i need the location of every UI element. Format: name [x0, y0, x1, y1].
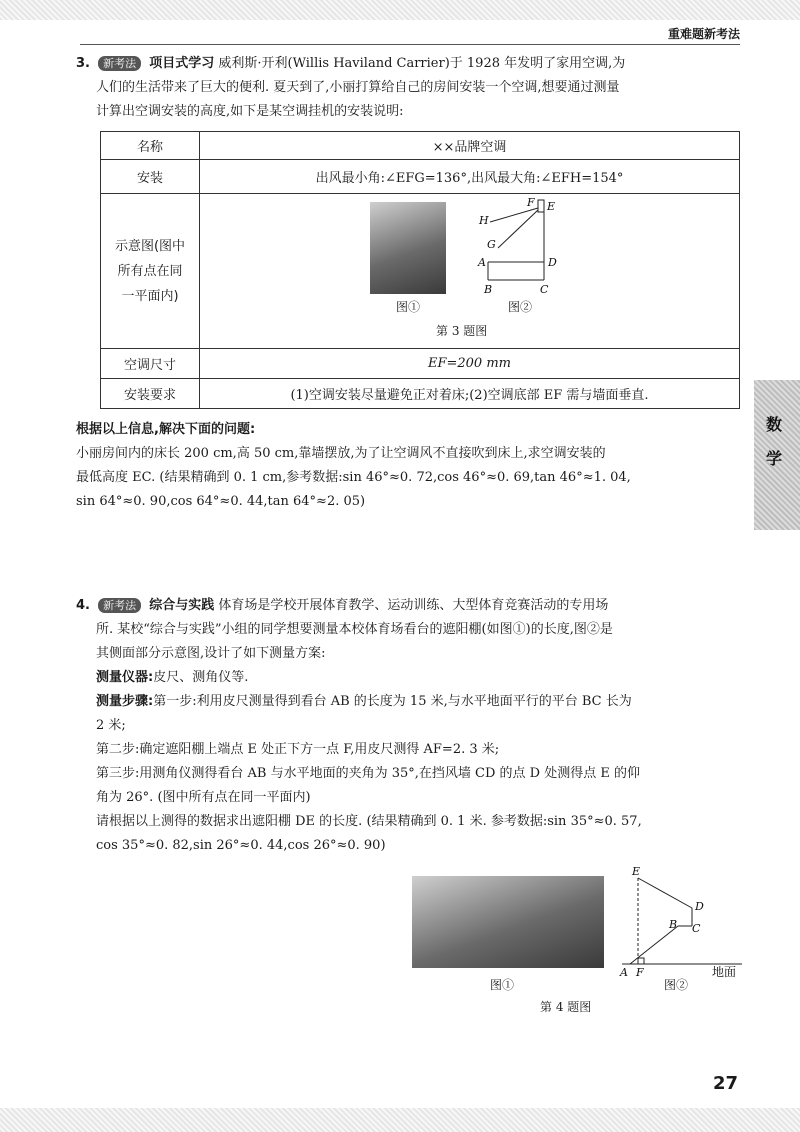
- fig2-caption: 图②: [508, 300, 533, 314]
- air-conditioner-spec-table: [100, 131, 740, 409]
- question-3-question: [76, 418, 742, 514]
- table-value: 出风最小角:∠EFG=136°,出风最大角:∠EFH=154°: [200, 160, 740, 194]
- table-label: 安装: [101, 160, 200, 194]
- subject-side-tab: [754, 380, 800, 530]
- wind-line-fg: [498, 210, 538, 248]
- question-line: cos 35°≈0. 82,sin 26°≈0. 44,cos 26°≈0. 90): [96, 838, 386, 853]
- intro-line: 所. 某校“综合与实践”小组的同学想要测量本校体育场看台的遮阳棚(如图①)的长度,图②是: [96, 622, 613, 637]
- question-line: 最低高度 EC. (结果精确到 0. 1 cm,参考数据:sin 46°≈0. 72,cos 46°≈0. 69,tan 46°≈1. 04,: [76, 470, 631, 485]
- fig1-caption: 图①: [396, 300, 421, 314]
- question-line: 小丽房间内的床长 200 cm,高 50 cm,靠墙摆放,为了让空调风不直接吹到床上,求空调安装的: [76, 446, 606, 461]
- point-label: A: [478, 256, 486, 269]
- instruments-value: 皮尺、测角仪等.: [153, 670, 249, 685]
- running-header: 重难题新考法: [667, 27, 740, 41]
- point-label: B: [669, 918, 678, 931]
- intro-line: 其侧面部分示意图,设计了如下测量方案:: [96, 646, 326, 661]
- top-texture-bar: [0, 0, 800, 20]
- new-method-badge: 新考法: [98, 598, 141, 613]
- fig2-caption: 图②: [664, 978, 689, 992]
- point-label: E: [547, 200, 556, 213]
- fig1-caption: 图①: [490, 978, 515, 992]
- label-line: 示意图(图中: [114, 238, 186, 254]
- intro-line: 计算出空调安装的高度,如下是某空调挂机的安装说明:: [96, 104, 404, 119]
- table-label: 空调尺寸: [101, 349, 200, 379]
- question-line: sin 64°≈0. 90,cos 64°≈0. 44,tan 64°≈2. 05): [76, 494, 366, 509]
- table-value: ××品牌空调: [200, 132, 740, 160]
- line-ab: [630, 926, 678, 964]
- question-4-body: [76, 594, 742, 858]
- header-rule: [80, 44, 740, 45]
- question-3-intro: [76, 52, 742, 124]
- intro-line: 体育场是学校开展体育教学、运动训练、大型体育竞赛活动的专用场: [218, 598, 609, 613]
- page-number: 27: [712, 1073, 738, 1094]
- question-number: 3.: [76, 56, 90, 71]
- side-tab-char: 数: [765, 415, 782, 434]
- stadium-photo: [412, 876, 604, 968]
- q3-figure-area: [200, 194, 739, 348]
- table-label: 安装要求: [101, 379, 200, 409]
- intro-line: 人们的生活带来了巨大的便利. 夏天到了,小丽打算给自己的房间安装一个空调,想要通过测量: [96, 80, 620, 95]
- q3-geometry-diagram: [472, 196, 572, 300]
- point-label: H: [479, 214, 489, 227]
- question-prompt: 根据以上信息,解决下面的问题:: [76, 422, 256, 437]
- side-tab-char: 学: [765, 449, 782, 468]
- label-line: 所有点在同: [117, 263, 183, 279]
- question-line: 请根据以上测得的数据求出遮阳棚 DE 的长度. (结果精确到 0. 1 米. 参考数据:sin 35°≈0. 57,: [96, 814, 642, 829]
- line-ed: [638, 878, 692, 908]
- point-label: D: [695, 900, 704, 913]
- wind-line-fh: [490, 208, 538, 222]
- question-number: 4.: [76, 598, 90, 613]
- step-line: 第一步:利用皮尺测量得到看台 AB 的长度为 15 米,与水平地面平行的平台 BC 长为: [153, 694, 632, 709]
- figure-title: 第 3 题图: [436, 324, 488, 338]
- new-method-badge: 新考法: [98, 56, 141, 71]
- point-label: D: [548, 256, 557, 269]
- point-label: F: [527, 196, 535, 209]
- figure-title: 第 4 题图: [540, 1000, 592, 1014]
- step-line: 第二步:确定遮阳棚上端点 E 处正下方一点 F,用皮尺测得 AF=2. 3 米;: [96, 742, 500, 757]
- room-photo: [370, 202, 446, 294]
- bottom-texture-bar: [0, 1108, 800, 1132]
- table-value: (1)空调安装尽量避免正对着床;(2)空调底部 EF 需与墙面垂直.: [200, 379, 740, 409]
- right-angle-mark: [638, 958, 644, 964]
- step-line: 第三步:用测角仪测得看台 AB 与水平地面的夹角为 35°,在挡风墙 CD 的点 D 处测得点 E 的仰: [96, 766, 640, 781]
- table-label: 名称: [101, 132, 200, 160]
- question-tag: 综合与实践: [149, 598, 215, 613]
- point-label: F: [636, 966, 644, 979]
- steps-label: 测量步骤:: [96, 694, 154, 709]
- air-conditioner-shape: [538, 200, 544, 212]
- point-label: C: [692, 922, 701, 935]
- intro-line: 威利斯·开利(Willis Haviland Carrier)于 1928 年发明了家用空调,为: [218, 56, 626, 71]
- q4-geometry-diagram: [612, 864, 748, 982]
- point-label: A: [620, 966, 628, 979]
- label-line: 一平面内): [121, 288, 179, 304]
- point-label: B: [484, 283, 493, 296]
- table-value: EF=200 mm: [200, 349, 740, 379]
- point-label: E: [632, 865, 641, 878]
- point-label: G: [487, 238, 496, 251]
- point-label: C: [540, 283, 549, 296]
- ground-label: 地面: [712, 965, 737, 979]
- table-label-diagram: [101, 194, 200, 349]
- step-line: 2 米;: [96, 718, 126, 733]
- step-line: 角为 26°. (图中所有点在同一平面内): [96, 790, 311, 805]
- diagram-cell: [200, 194, 740, 349]
- question-tag: 项目式学习: [149, 56, 215, 71]
- instruments-label: 测量仪器:: [96, 670, 154, 685]
